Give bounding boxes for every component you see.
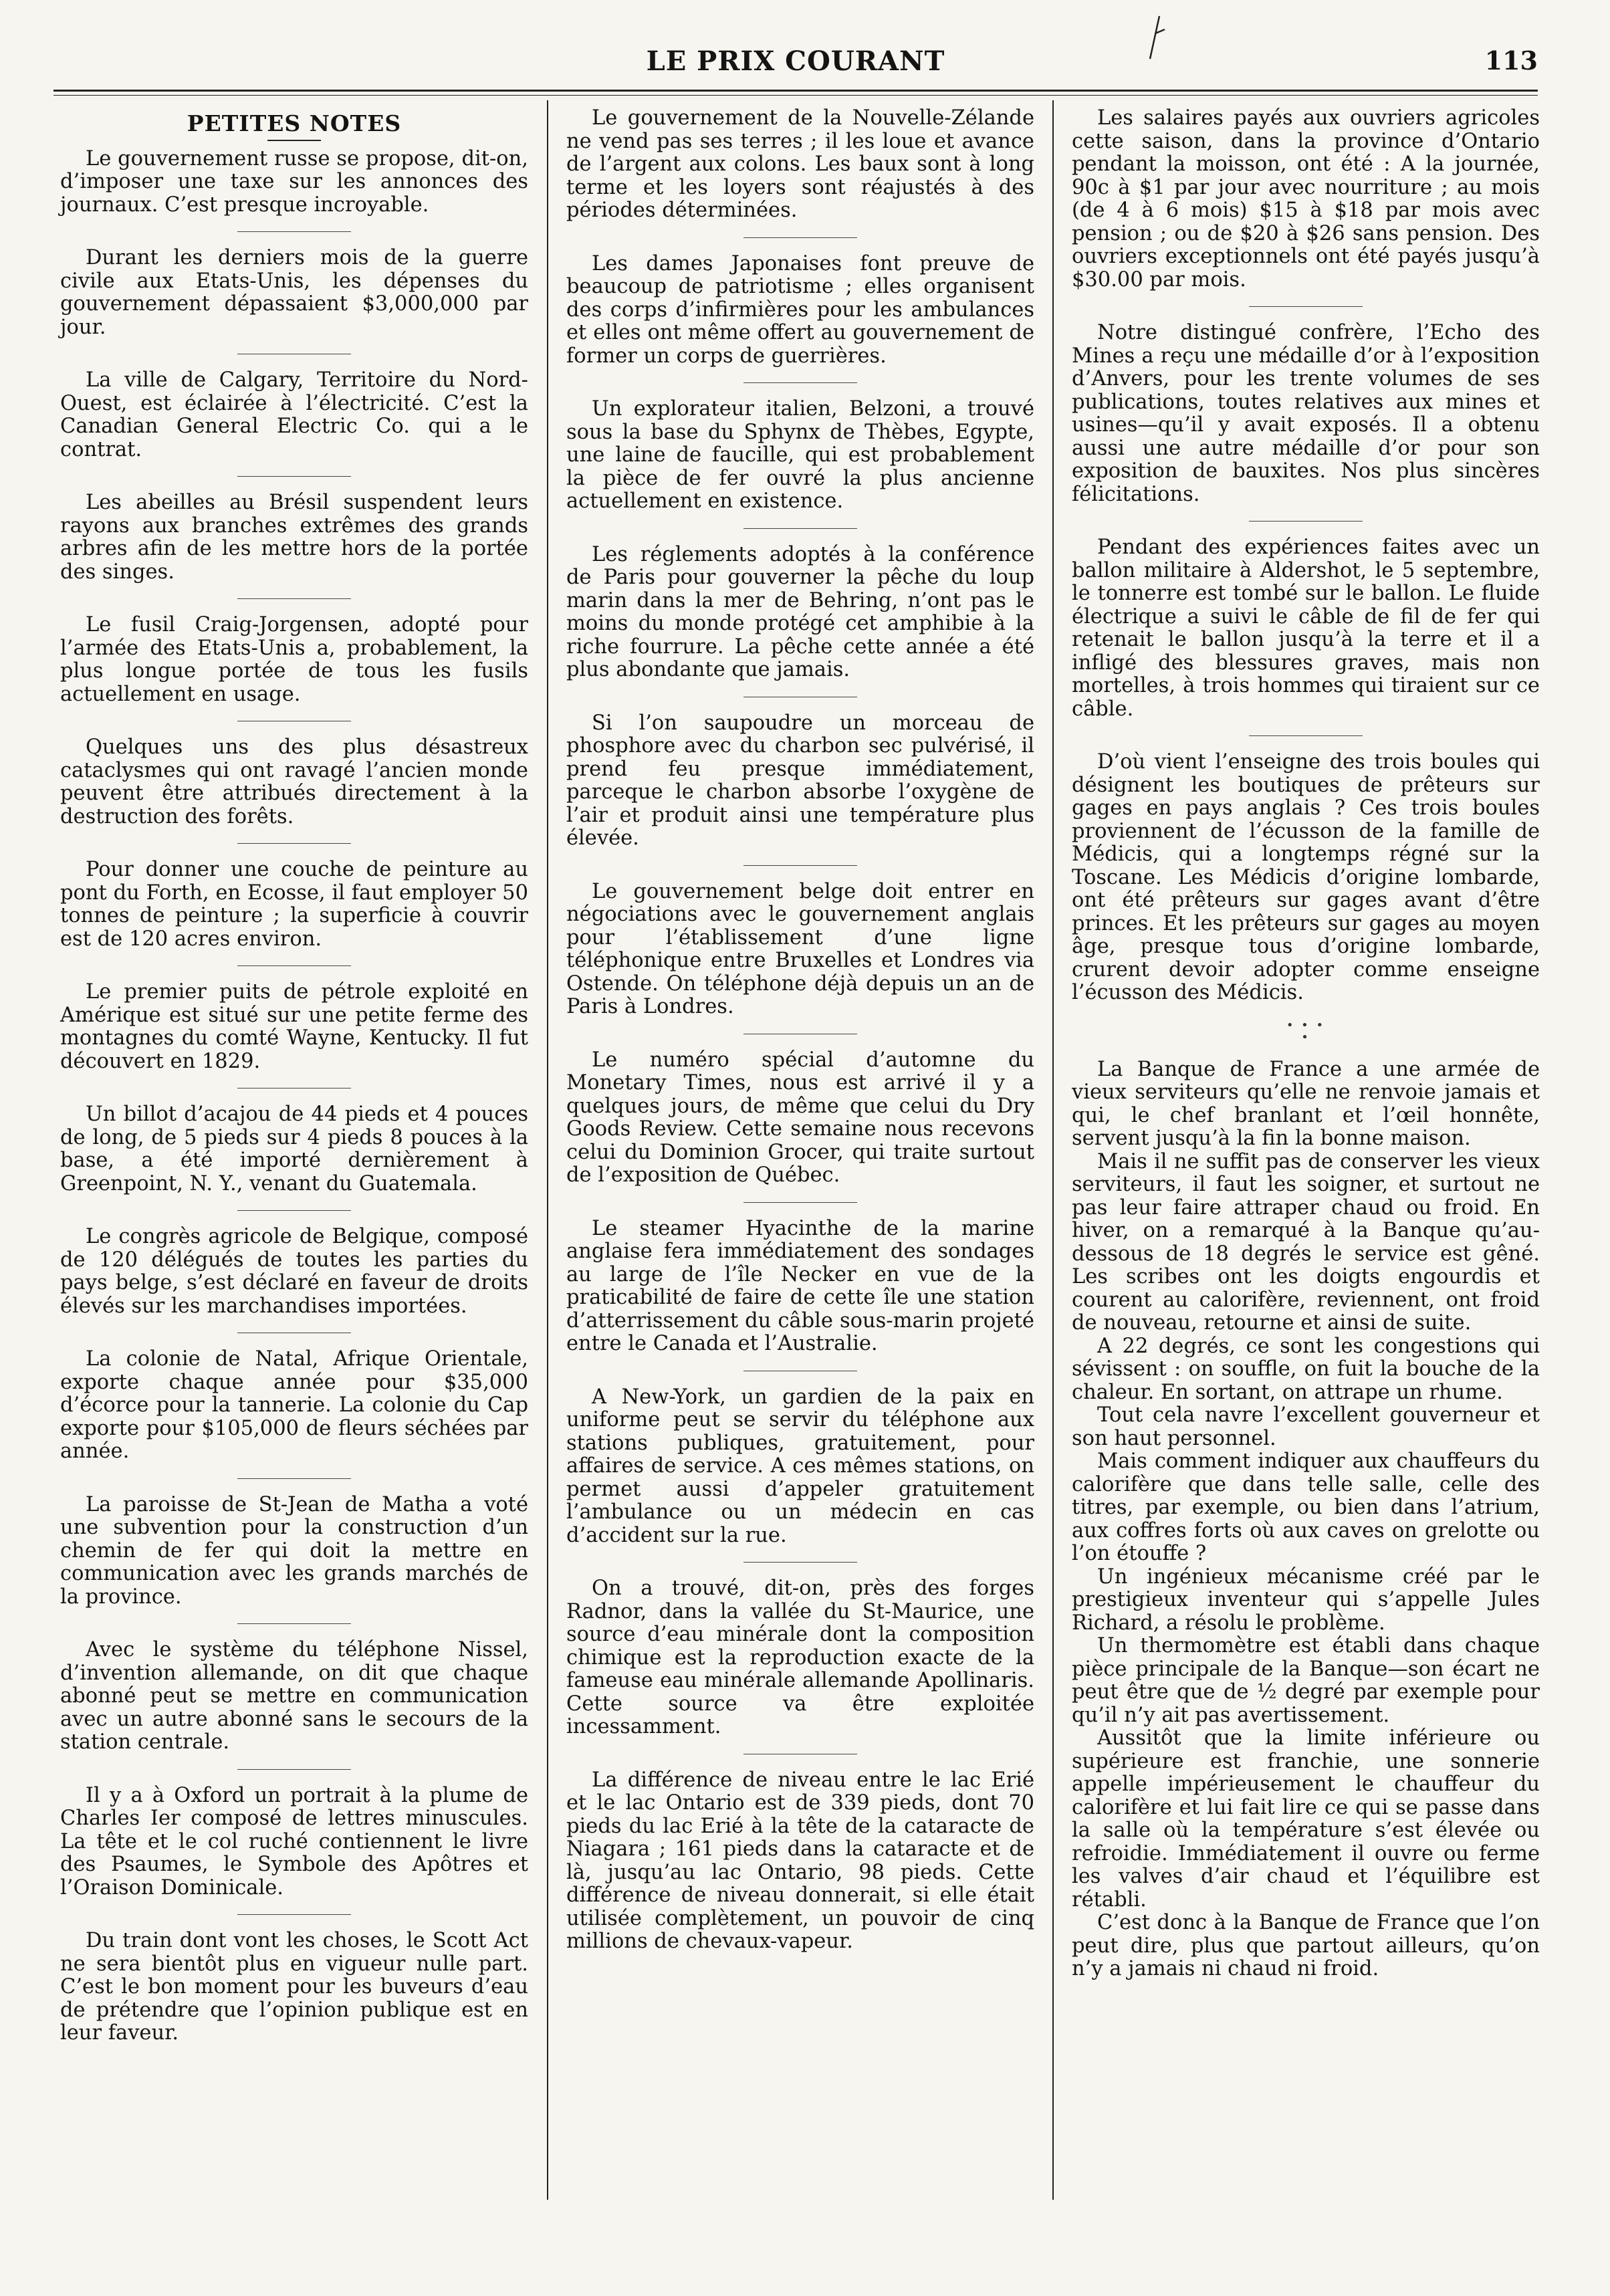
separator (237, 965, 351, 966)
page-title: LE PRIX COURANT (646, 45, 945, 77)
separator (743, 237, 857, 238)
banque-paragraph: Un ingénieux mécanisme créé par le prestigieux inventeur qui s’appelle Jules Richard, a résolu le problème. (1072, 1565, 1540, 1635)
news-item: Le congrès agricole de Belgique, composé de 120 délégués de toutes les parties du pays belge, s’est déclaré en faveur de droits élevés sur les marchandises importées. (60, 1225, 528, 1318)
news-item: Les réglements adoptés à la conférence de Paris pour gouverner la pêche du loup marin dans la mer de Behring, n’ont pas le moins du monde protégé cet amphibie à la riche fourrure. La pêche cette année a été plus abondante que jamais. (566, 542, 1034, 681)
news-item: Un explorateur italien, Belzoni, a trouvé sous la base du Sphynx de Thèbes, Egypte, une laine de faucille, qui est probablement la pièce de fer ouvré la plus ancienne actuellement en existence. (566, 397, 1034, 513)
column-divider (547, 100, 548, 2200)
news-item: Du train dont vont les choses, le Scott Act ne sera bientôt plus en vigueur nulle part. C’est le bon moment pour les buveurs d’eau de prétendre que l’opinion publique est en leur faveur. (60, 1929, 528, 2045)
news-item: D’où vient l’enseigne des trois boules qui désignent les boutiques de prêteurs sur gages en pays anglais ? Ces trois boules proviennent de l’écusson de la famille de Médicis, qui a longtemps régné sur la Toscane. Les Médicis d’origine lombarde, ont été prêteurs sur gages avant d’être princes. Et les prêteurs sur gages au moyen âge, presque tous d’origine lombarde, crurent devoir adopter comme enseigne l’écusson des Médicis. (1072, 750, 1540, 1004)
news-item: On a trouvé, dit-on, près des forges Radnor, dans la vallée du St-Maurice, une source d’eau minérale dont la composition chimique est la reproduction exacte de la fameuse eau minérale allemande Apollinaris. Cette source va être exploitée incessamment. (566, 1577, 1034, 1738)
separator (743, 382, 857, 383)
news-item: Pour donner une couche de peinture au pont du Forth, en Ecosse, il faut employer 50 tonnes de peinture ; la superficie à couvrir est de 120 acres environ. (60, 858, 528, 951)
banque-paragraph: Mais il ne suffit pas de conserver les vieux serviteurs, il faut les soigner, et surtout ne pas leur faire attraper chaud ou froid. En hiver, on a remarqué à la Banque qu’au-dessous de 18 degrés le service est gêné. Les scribes ont les doigts engourdis et courent au calorifère, reviennent, ont froid de nouveau, retourne et ainsi de suite. (1072, 1149, 1540, 1335)
page-header (53, 40, 1538, 87)
separator (237, 1914, 351, 1915)
separator (743, 1202, 857, 1203)
banque-paragraph: Mais comment indiquer aux chauffeurs du calorifère que dans telle salle, celle des titres, par exemple, ou bien dans l’atrium, aux coffres forts où aux caves on grelotte ou l’on étouffe ? (1072, 1450, 1540, 1565)
news-item: Les dames Japonaises font preuve de beaucoup de patriotisme ; elles organisent des corps d’infirmières pour les ambulances et elles ont même offert au gouvernement de former un corps de guerrières. (566, 251, 1034, 368)
news-item: Durant les derniers mois de la guerre civile aux Etats-Unis, les dépenses du gouvernement dépassaient $3,000,000 par jour. (60, 246, 528, 339)
news-item: Pendant des expériences faites avec un ballon militaire à Aldershot, le 5 septembre, le tonnerre est tombé sur le ballon. Le fluide électrique a suivi le câble de fil de fer qui retenait le ballon jusqu’à la terre et il a infligé des blessures graves, mais non mortelles, à trois hommes qui tiraient sur ce câble. (1072, 536, 1540, 721)
news-item: Il y a à Oxford un portrait à la plume de Charles Ier composé de lettres minuscules. La tête et le col ruché contiennent le livre des Psaumes, le Symbole des Apôtres et l’Oraison Dominicale. (60, 1783, 528, 1900)
column-divider (1052, 100, 1054, 2200)
separator (1249, 306, 1363, 307)
title-dash (267, 140, 321, 141)
separator (237, 598, 351, 599)
news-item: Les salaires payés aux ouvriers agricoles cette saison, dans la province d’Ontario pendant la moisson, ont été : A la journée, 90c à $1 par jour avec nourriture ; au mois (de 4 à 6 mois) $15 à $18 par mois avec pension ; ou de $20 à $26 sans pension. Des ouvriers exceptionnels ont été payés jusqu’à $30.00 par mois. (1072, 106, 1540, 292)
separator (237, 1478, 351, 1479)
news-item: Le steamer Hyacinthe de la marine anglaise fera immédiatement des sondages au large de l’île Necker en vue de la praticabilité de faire de cette île une station d’atterrissement du câble sous-marin projeté entre le Canada et l’Australie. (566, 1216, 1034, 1355)
news-item: La différence de niveau entre le lac Erié et le lac Ontario est de 339 pieds, dont 70 pieds du lac Erié à la tête de la cataracte de Niagara ; 161 pieds dans la cataracte et de là, jusqu’au lac Ontario, 98 pieds. Cette différence de niveau donnerait, si elle était utilisée complètement, un pouvoir de cinq millions de chevaux-vapeur. (566, 1768, 1034, 1953)
news-item: Notre distingué confrère, l’Echo des Mines a reçu une médaille d’or à l’exposition d’Anvers, pour les trente volumes de ses publications, toutes relatives aux mines et usines—qu’il y avait exposés. Il a obtenu aussi une autre médaille d’or pour son exposition de bauxites. Nos plus sincères félicitations. (1072, 321, 1540, 506)
banque-paragraph: Tout cela navre l’excellent gouverneur et son haut personnel. (1072, 1403, 1540, 1450)
separator (1249, 521, 1363, 522)
news-item: Un billot d’acajou de 44 pieds et 4 pouces de long, de 5 pieds sur 4 pieds 8 pouces à la base, a été importé dernièrement à Greenpoint, N. Y., venant du Guatemala. (60, 1103, 528, 1195)
news-item: Avec le système du téléphone Nissel, d’invention allemande, on dit que chaque abonné peut se mettre en communication avec un autre abonné sans le secours de la station centrale. (60, 1638, 528, 1754)
news-item: La ville de Calgary, Territoire du Nord-Ouest, est éclairée à l’électricité. C’est la Canadian General Electric Co. qui a le contrat. (60, 368, 528, 461)
news-item: Le gouvernement belge doit entrer en négociations avec le gouvernement anglais pour l’établissement d’une ligne téléphonique entre Bruxelles et Londres via Ostende. On téléphone déjà depuis un an de Paris à Londres. (566, 879, 1034, 1018)
news-item: Le premier puits de pétrole exploité en Amérique est situé sur une petite ferme des montagnes du comté Wayne, Kentucky. Il fut découvert en 1829. (60, 980, 528, 1073)
banque-paragraph: Aussitôt que la limite inférieure ou supérieure est franchie, une sonnerie appelle impérieusement le chauffeur du calorifère et lui fait lire ce qui se passe dans la salle où la température s’est élevée ou refroidie. Immédiatement il ouvre ou ferme les valves d’air chaud et l’équilibre est rétabli. (1072, 1726, 1540, 1912)
page-number: 113 (1484, 45, 1538, 76)
news-item: Le fusil Craig-Jorgensen, adopté pour l’armée des Etats-Unis a, probablement, la plus longue portée de tous les fusils actuellement en usage. (60, 613, 528, 706)
separator (237, 476, 351, 477)
banque-paragraph: Un thermomètre est établi dans chaque pièce principale de la Banque—son écart ne peut être que de ½ degré par exemple pour qu’il n’y ait pas avertissement. (1072, 1634, 1540, 1727)
separator (237, 1210, 351, 1211)
banque-paragraph: C’est donc à la Banque de France que l’on peut dire, plus que partout ailleurs, qu’on n’y a jamais ni chaud ni froid. (1072, 1911, 1540, 1980)
news-item: Le gouvernement de la Nouvelle-Zélande ne vend pas ses terres ; il les loue et avance de l’argent aux colons. Les baux sont à long terme et les loyers sont réajustés à des périodes déterminées. (566, 106, 1034, 222)
banque-paragraph: La Banque de France a une armée de vieux serviteurs qu’elle ne renvoie jamais et qui, le chef branlant et l’œil honnête, servent jusqu’à la fin la bonne maison. (1072, 1057, 1540, 1150)
separator (237, 231, 351, 232)
section-title: PETITES NOTES (187, 110, 402, 136)
separator (743, 865, 857, 866)
separator (237, 1623, 351, 1624)
separator (237, 843, 351, 844)
header-rule (53, 90, 1538, 92)
news-item: La colonie de Natal, Afrique Orientale, exporte chaque année pour $35,000 d’écorce pour la tannerie. La colonie du Cap exporte pour $105,000 de fleurs séchées par année. (60, 1347, 528, 1463)
separator (237, 1769, 351, 1770)
news-item: Le numéro spécial d’automne du Monetary Times, nous est arrivé il y a quelques jours, de même que celui du Dry Goods Review. Cette semaine nous recevons celui du Dominion Grocer, qui traite surtout de l’exposition de Québec. (566, 1048, 1034, 1187)
news-item: Le gouvernement russe se propose, dit-on, d’imposer une taxe sur les annonces des journaux. C’est presque incroyable. (60, 146, 528, 217)
header-rule-thin (53, 95, 1538, 96)
news-item: Quelques uns des plus désastreux cataclysmes qui ont ravagé l’ancien monde peuvent être attribués directement à la destruction des forêts. (60, 735, 528, 828)
separator (1249, 735, 1363, 736)
column-1 (60, 107, 528, 2045)
column-3 (1072, 107, 1540, 1981)
separator (743, 1562, 857, 1563)
banque-paragraph: A 22 degrés, ce sont les congestions qui sévissent : on souffle, on fuit la bouche de la chaleur. En sortant, on attrape un rhume. (1072, 1334, 1540, 1404)
dot-separator: • • • • (1286, 1018, 1326, 1044)
news-item: Les abeilles au Brésil suspendent leurs rayons aux branches extrêmes des grands arbres afin de les mettre hors de la portée des singes. (60, 491, 528, 584)
column-2 (566, 107, 1034, 1954)
news-item: A New-York, un gardien de la paix en uniforme peut se servir du téléphone aux stations publiques, gratuitement, pour affaires de service. A ces mêmes stations, on permet aussi d’appeler gratuitement l’ambulance ou un médecin en cas d’accident sur la rue. (566, 1385, 1034, 1547)
news-item: La paroisse de St-Jean de Matha a voté une subvention pour la construction d’un chemin de fer qui doit la mettre en communication avec les grands marchés de la province. (60, 1492, 528, 1609)
separator (743, 528, 857, 529)
news-item: Si l’on saupoudre un morceau de phosphore avec du charbon sec pulvérisé, il prend feu presque immédiatement, parceque le charbon absorbe l’oxygène de l’air et produit ainsi une température plus élevée. (566, 711, 1034, 850)
